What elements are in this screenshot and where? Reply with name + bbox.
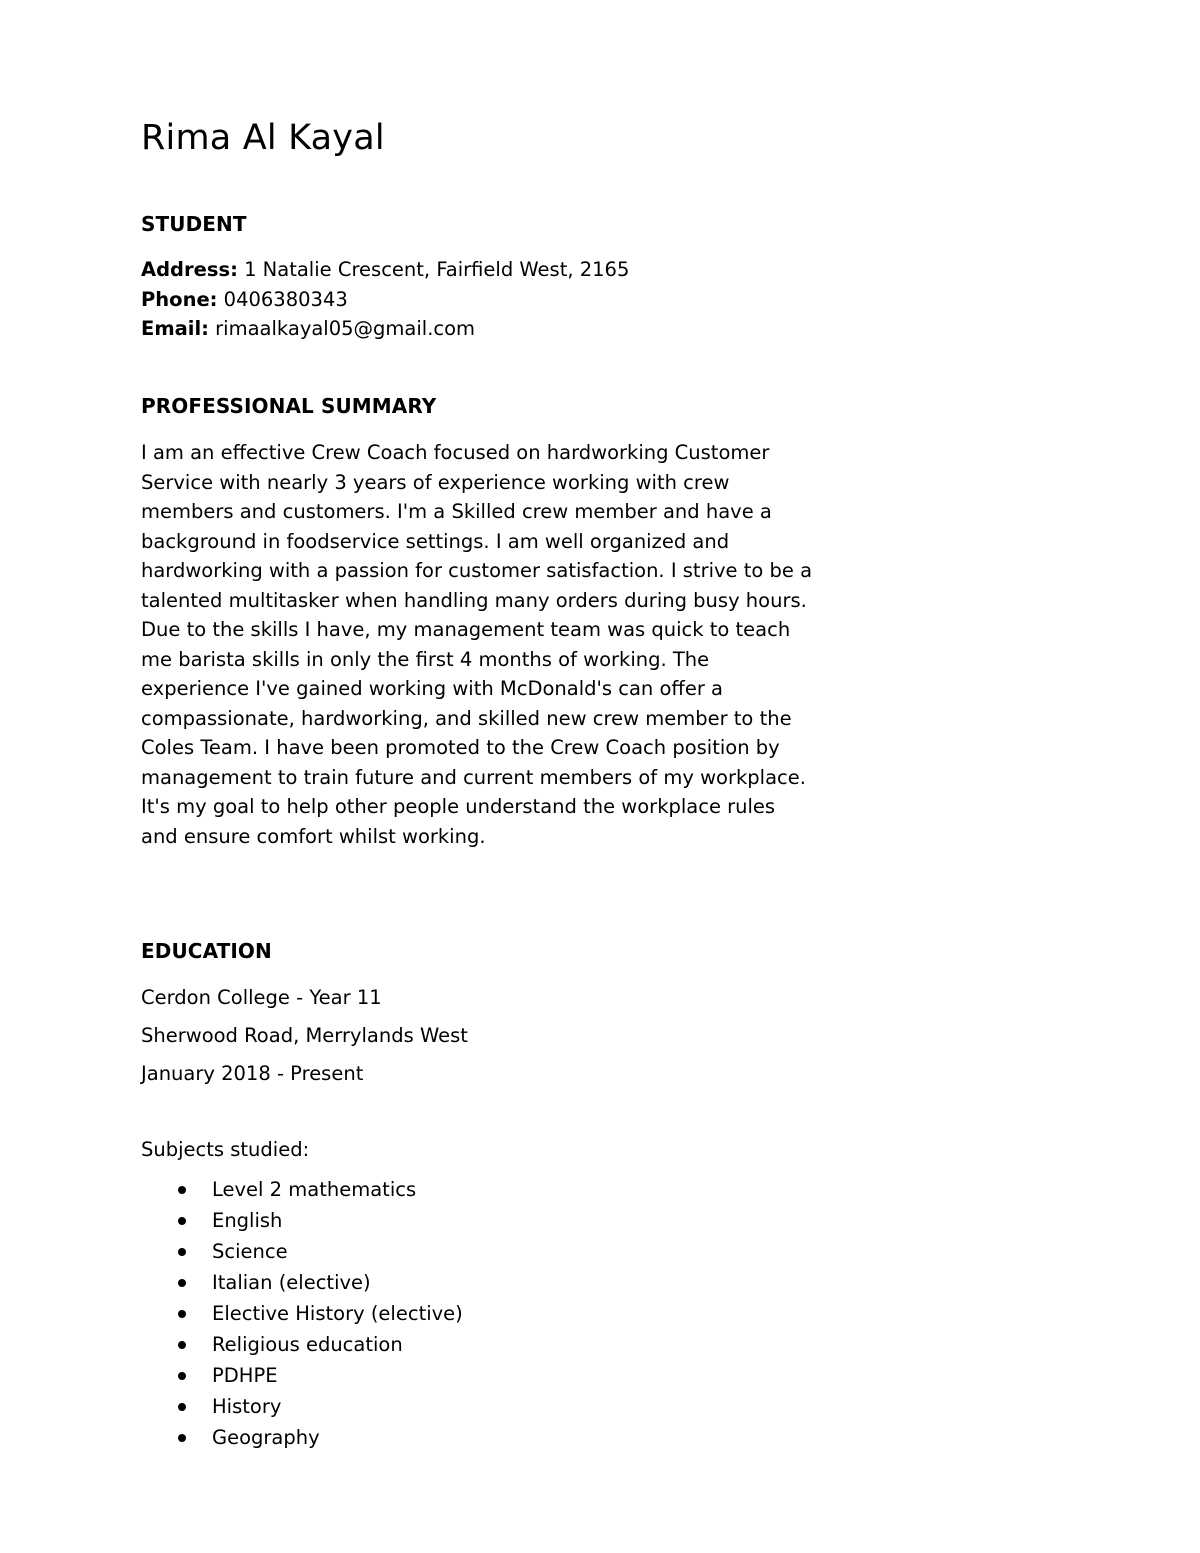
email-row — [141, 314, 629, 344]
school-location: Sherwood Road, Merrylands West — [141, 1024, 468, 1047]
bullet-icon — [178, 1186, 186, 1194]
bullet-icon — [178, 1403, 186, 1411]
list-item — [141, 1329, 463, 1360]
address-label: Address: — [141, 258, 238, 281]
summary-line: experience I've gained working with McDonald's can offer a — [141, 677, 723, 700]
subjects-list — [141, 1174, 463, 1453]
address-row — [141, 255, 629, 285]
subject-label: PDHPE — [212, 1364, 278, 1387]
phone-label: Phone: — [141, 287, 218, 311]
summary-line: me barista skills in only the first 4 months of working. The — [141, 647, 710, 671]
email-value: rimaalkayal05@gmail.com — [208, 317, 476, 340]
summary-line: members and customers. I'm a Skilled crew member and have a — [141, 500, 772, 523]
summary-line: and ensure comfort whilst working. — [141, 824, 486, 848]
education-dates: January 2018 - Present — [141, 1062, 364, 1085]
bullet-icon — [178, 1341, 186, 1349]
subject-label: Science — [212, 1240, 288, 1263]
summary-line: hardworking with a passion for customer satisfaction. I strive to be a — [141, 559, 813, 582]
summary-line: Coles Team. I have been promoted to the Crew Coach position by — [141, 736, 780, 759]
bullet-icon — [178, 1217, 186, 1225]
subject-label: English — [212, 1209, 283, 1232]
list-item — [141, 1205, 463, 1236]
summary-line: talented multitasker when handling many orders during busy hours. — [141, 588, 807, 612]
bullet-icon — [178, 1279, 186, 1287]
role-heading: STUDENT — [141, 212, 247, 236]
summary-line: I am an effective Crew Coach focused on hardworking Customer — [141, 441, 770, 464]
list-item — [141, 1267, 463, 1298]
list-item — [141, 1174, 463, 1205]
list-item — [141, 1236, 463, 1267]
email-label: Email: — [141, 317, 209, 340]
list-item — [141, 1298, 463, 1329]
bullet-icon — [178, 1310, 186, 1318]
summary-paragraph — [141, 438, 901, 851]
summary-line: management to train future and current members of my workplace. — [141, 765, 806, 789]
education-heading: EDUCATION — [141, 939, 272, 963]
subject-label: Elective History (elective) — [212, 1302, 463, 1325]
school-name: Cerdon College - Year 11 — [141, 986, 382, 1009]
subject-label: Level 2 mathematics — [212, 1178, 417, 1201]
summary-line: It's my goal to help other people understand the workplace rules — [141, 795, 776, 818]
summary-line: Due to the skills I have, my management team was quick to teach — [141, 618, 791, 641]
phone-row — [141, 285, 629, 315]
list-item — [141, 1422, 463, 1453]
list-item — [141, 1391, 463, 1422]
summary-line: background in foodservice settings. I am well organized and — [141, 529, 730, 553]
summary-line: compassionate, hardworking, and skilled new crew member to the — [141, 706, 792, 730]
candidate-name: Rima Al Kayal — [141, 118, 385, 158]
address-value: 1 Natalie Crescent, Fairfield West, 2165 — [237, 258, 630, 281]
summary-heading: PROFESSIONAL SUMMARY — [141, 394, 437, 418]
subjects-label: Subjects studied: — [141, 1138, 310, 1161]
subject-label: Italian (elective) — [212, 1271, 371, 1294]
bullet-icon — [178, 1248, 186, 1256]
contact-block — [141, 255, 629, 344]
bullet-icon — [178, 1434, 186, 1442]
bullet-icon — [178, 1372, 186, 1380]
subject-label: History — [212, 1395, 282, 1418]
subject-label: Religious education — [212, 1333, 403, 1356]
phone-value: 0406380343 — [217, 287, 348, 311]
subject-label: Geography — [212, 1426, 320, 1449]
list-item — [141, 1360, 463, 1391]
summary-line: Service with nearly 3 years of experience working with crew — [141, 470, 730, 494]
